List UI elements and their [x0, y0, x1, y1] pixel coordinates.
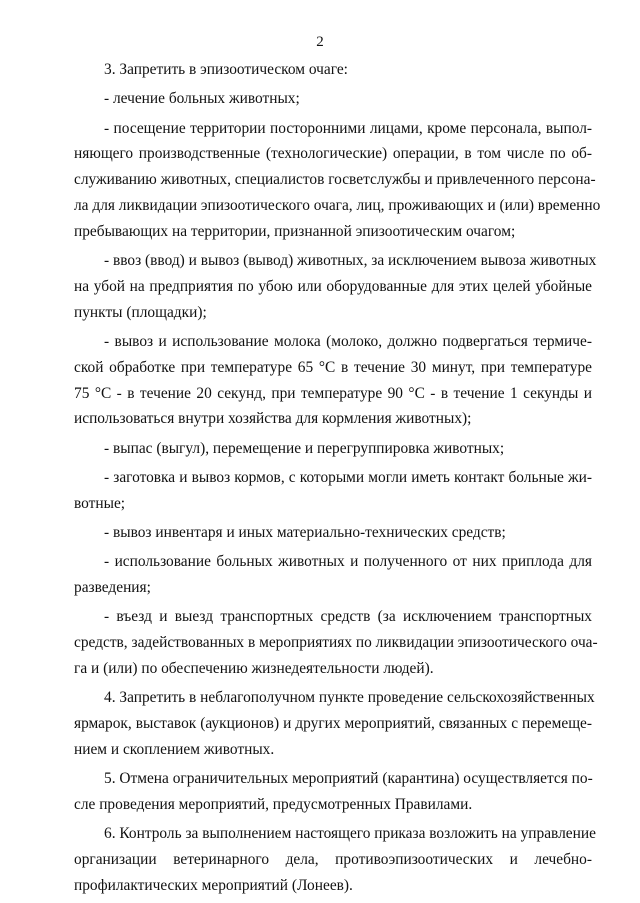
paragraph-p3-7	[74, 520, 592, 546]
paragraph-p3-8	[74, 549, 592, 601]
text-line: - ввоз (ввод) и вывоз (вывод) животных, за исключением вывоза животных	[104, 252, 597, 270]
text-line: - выпас (выгул), перемещение и перегруппировка животных;	[104, 439, 505, 457]
paragraph-p3-4	[74, 329, 592, 432]
paragraph-p3-3	[74, 248, 597, 325]
text-line: организации ветеринарного дела, противоэпизоотических и лечебно-	[74, 851, 592, 869]
text-line: 3. Запретить в эпизоотическом очаге:	[104, 61, 348, 78]
page-number: 2	[316, 34, 324, 50]
text-line: - использование больных животных и полученного от них приплода для	[104, 553, 592, 571]
paragraph-p3-2	[74, 116, 601, 245]
text-line: нием и скоплением животных.	[74, 740, 275, 758]
text-line: ской обработке при температуре 65 °С в течение 30 минут, при температуре	[74, 358, 592, 376]
text-line: средств, задействованных в мероприятиях по ликвидации эпизоотического оча-	[74, 634, 598, 652]
paragraph-p3-9	[74, 604, 598, 681]
text-line: сле проведения мероприятий, предусмотренных Правилами.	[74, 796, 473, 814]
text-line: 5. Отмена ограничительных мероприятий (карантина) осуществляется по-	[104, 770, 593, 788]
text-line: няющего производственные (технологические) операции, в том числе по об-	[74, 145, 592, 163]
text-line: - вывоз и использование молока (молоко, должно подвергаться термиче-	[104, 332, 592, 350]
text-line: пункты (площадки);	[74, 303, 207, 321]
text-line: 75 °С - в течение 20 секунд, при температуре 90 °С - в течение 1 секунды и	[74, 384, 592, 402]
text-line: 6. Контроль за выполнением настоящего приказа возложить на управление	[104, 825, 596, 843]
text-line: 4. Запретить в неблагополучном пункте проведение сельскохозяйственных	[104, 689, 595, 707]
text-line: - заготовка и вывоз кормов, с которыми могли иметь контакт больные жи-	[104, 468, 592, 486]
text-line: - въезд и выезд транспортных средств (за исключением транспортных	[104, 608, 592, 626]
text-line: на убой на предприятия по убою или оборудованные для этих целей убойные	[74, 277, 592, 295]
paragraph-p4	[74, 685, 595, 762]
paragraph-p3-6	[74, 465, 592, 517]
text-line: пребывающих на территории, признанной эпизоотическим очагом;	[74, 222, 516, 240]
text-line: вотные;	[74, 494, 126, 512]
paragraph-p3-1	[74, 86, 592, 112]
paragraph-p3	[74, 57, 592, 83]
document-body	[74, 57, 601, 899]
text-line: га и (или) по обеспечению жизнедеятельности людей).	[74, 660, 434, 678]
text-line: - лечение больных животных;	[104, 90, 300, 108]
text-line: ярмарок, выставок (аукционов) и других мероприятий, связанных с перемеще-	[74, 715, 592, 733]
text-line: профилактических мероприятий (Лонеев).	[74, 876, 353, 894]
paragraph-p3-5	[74, 436, 592, 462]
text-line: - посещение территории посторонними лицами, кроме персонала, выпол-	[104, 119, 592, 137]
text-line: служиванию животных, специалистов госветслужбы и привлеченного персона-	[74, 171, 596, 189]
paragraph-p6	[74, 821, 596, 898]
text-line: использоваться внутри хозяйства для кормления животных);	[74, 410, 472, 428]
paragraph-p5	[74, 766, 592, 818]
text-line: разведения;	[74, 579, 151, 597]
text-line: - вывоз инвентаря и иных материально-технических средств;	[104, 524, 506, 542]
text-line: ла для ликвидации эпизоотического очага, лиц, проживающих и (или) временно	[74, 196, 601, 214]
